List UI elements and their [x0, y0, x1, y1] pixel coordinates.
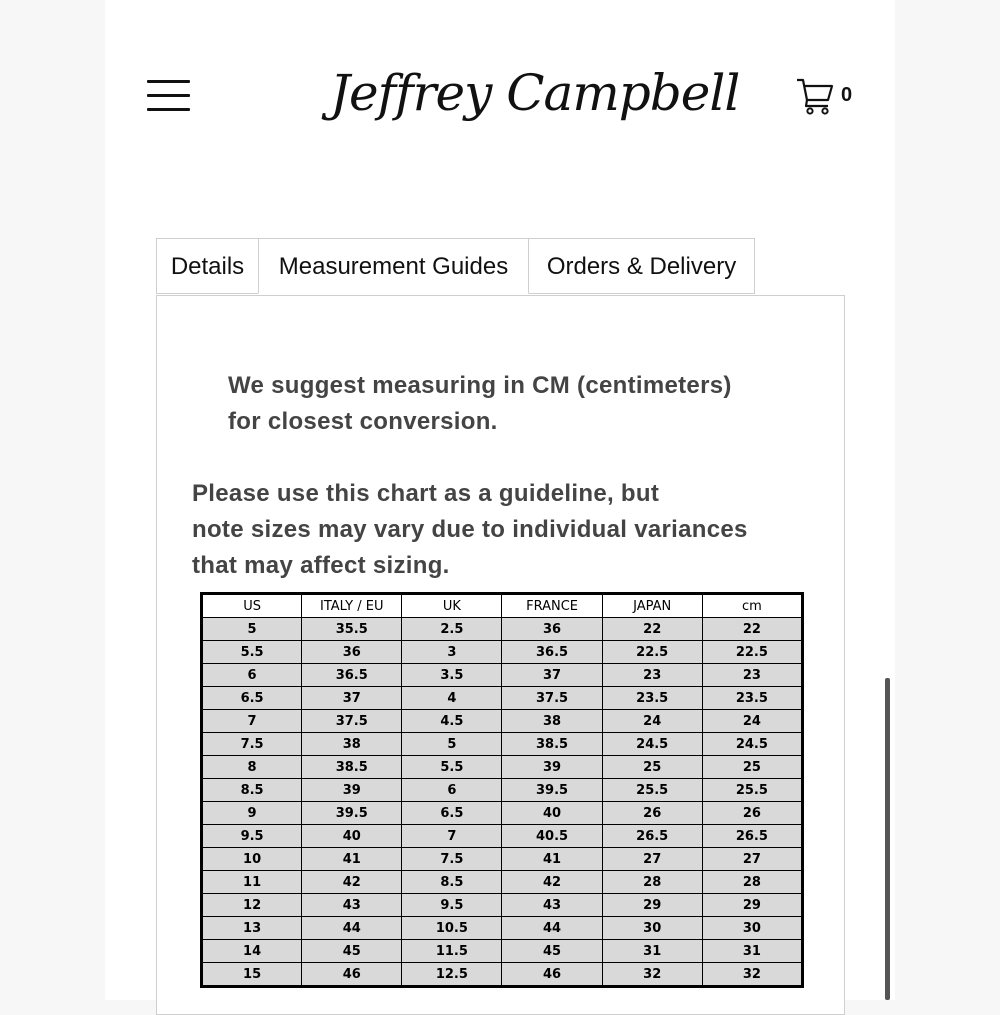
table-cell: 5: [402, 733, 502, 756]
table-cell: 23.5: [602, 687, 702, 710]
table-cell: 23: [702, 664, 802, 687]
cart-button[interactable]: [795, 76, 865, 116]
chart-disclaimer-line: Please use this chart as a guideline, but: [192, 480, 660, 507]
table-cell: 7: [202, 710, 302, 733]
table-cell: 25.5: [702, 779, 802, 802]
column-header-italy-eu: ITALY / EU: [302, 594, 402, 618]
table-cell: 14: [202, 940, 302, 963]
table-cell: 39.5: [502, 779, 602, 802]
measuring-suggestion-line: for closest conversion.: [228, 408, 498, 435]
table-row: [202, 848, 803, 871]
table-cell: 39: [302, 779, 402, 802]
chart-disclaimer-line: that may affect sizing.: [192, 552, 450, 579]
table-cell: 22.5: [702, 641, 802, 664]
table-cell: 9: [202, 802, 302, 825]
table-cell: 25: [702, 756, 802, 779]
table-cell: 44: [302, 917, 402, 940]
table-cell: 24.5: [602, 733, 702, 756]
scrollbar-thumb[interactable]: [885, 678, 890, 1000]
cart-count: 0: [841, 84, 853, 106]
table-cell: 28: [702, 871, 802, 894]
table-cell: 3.5: [402, 664, 502, 687]
table-cell: 37.5: [302, 710, 402, 733]
table-cell: 38: [502, 710, 602, 733]
table-cell: 12: [202, 894, 302, 917]
table-cell: 35.5: [302, 618, 402, 641]
table-cell: 10.5: [402, 917, 502, 940]
table-cell: 8: [202, 756, 302, 779]
table-cell: 9.5: [402, 894, 502, 917]
table-cell: 44: [502, 917, 602, 940]
table-cell: 37: [302, 687, 402, 710]
tab-orders-delivery[interactable]: Orders & Delivery: [528, 238, 755, 294]
table-cell: 7.5: [202, 733, 302, 756]
table-cell: 37.5: [502, 687, 602, 710]
table-cell: 41: [502, 848, 602, 871]
table-cell: 10: [202, 848, 302, 871]
table-cell: 24: [602, 710, 702, 733]
table-cell: 23.5: [702, 687, 802, 710]
table-cell: 36: [302, 641, 402, 664]
table-cell: 26: [702, 802, 802, 825]
table-cell: 11.5: [402, 940, 502, 963]
table-cell: 5.5: [202, 641, 302, 664]
tab-details[interactable]: Details: [156, 238, 259, 294]
table-cell: 32: [702, 963, 802, 987]
size-chart-table: [200, 592, 804, 988]
table-cell: 31: [602, 940, 702, 963]
measuring-suggestion-line: We suggest measuring in CM (centimeters): [228, 372, 732, 399]
table-row: [202, 940, 803, 963]
table-cell: 37: [502, 664, 602, 687]
table-cell: 40: [302, 825, 402, 848]
table-cell: 8.5: [202, 779, 302, 802]
table-cell: 24: [702, 710, 802, 733]
table-row: [202, 825, 803, 848]
chart-disclaimer-line: note sizes may vary due to individual variances: [192, 516, 748, 543]
column-header-france: FRANCE: [502, 594, 602, 618]
table-row: [202, 641, 803, 664]
table-cell: 6.5: [402, 802, 502, 825]
table-cell: 4: [402, 687, 502, 710]
table-cell: 11: [202, 871, 302, 894]
table-cell: 7.5: [402, 848, 502, 871]
column-header-japan: JAPAN: [602, 594, 702, 618]
table-cell: 38.5: [302, 756, 402, 779]
table-row: [202, 871, 803, 894]
table-cell: 43: [302, 894, 402, 917]
table-cell: 45: [502, 940, 602, 963]
table-cell: 30: [702, 917, 802, 940]
measuring-suggestion: [228, 368, 788, 440]
table-cell: 25: [602, 756, 702, 779]
table-cell: 30: [602, 917, 702, 940]
table-cell: 38.5: [502, 733, 602, 756]
table-cell: 36.5: [302, 664, 402, 687]
table-cell: 23: [602, 664, 702, 687]
hamburger-menu-icon[interactable]: [147, 80, 191, 112]
table-cell: 32: [602, 963, 702, 987]
table-row: [202, 687, 803, 710]
table-cell: 24.5: [702, 733, 802, 756]
table-cell: 7: [402, 825, 502, 848]
table-cell: 4.5: [402, 710, 502, 733]
table-cell: 5: [202, 618, 302, 641]
table-cell: 6: [402, 779, 502, 802]
table-cell: 22: [702, 618, 802, 641]
table-cell: 36: [502, 618, 602, 641]
table-row: [202, 710, 803, 733]
table-cell: 25.5: [602, 779, 702, 802]
table-cell: 6: [202, 664, 302, 687]
table-cell: 40.5: [502, 825, 602, 848]
table-cell: 8.5: [402, 871, 502, 894]
size-chart-header-row: [202, 594, 803, 618]
table-cell: 40: [502, 802, 602, 825]
chart-disclaimer: [192, 476, 812, 584]
table-row: [202, 779, 803, 802]
table-cell: 39.5: [302, 802, 402, 825]
table-cell: 42: [502, 871, 602, 894]
column-header-us: US: [202, 594, 302, 618]
table-cell: 22.5: [602, 641, 702, 664]
table-cell: 41: [302, 848, 402, 871]
table-row: [202, 963, 803, 987]
table-cell: 5.5: [402, 756, 502, 779]
column-header-cm: cm: [702, 594, 802, 618]
table-cell: 26.5: [702, 825, 802, 848]
table-row: [202, 664, 803, 687]
table-cell: 6.5: [202, 687, 302, 710]
table-cell: 29: [702, 894, 802, 917]
table-row: [202, 802, 803, 825]
table-cell: 2.5: [402, 618, 502, 641]
table-cell: 36.5: [502, 641, 602, 664]
cart-icon: [795, 76, 835, 116]
table-row: [202, 917, 803, 940]
table-row: [202, 756, 803, 779]
table-cell: 27: [702, 848, 802, 871]
table-cell: 45: [302, 940, 402, 963]
table-cell: 3: [402, 641, 502, 664]
table-cell: 26: [602, 802, 702, 825]
tab-measurement-guides[interactable]: Measurement Guides: [258, 238, 529, 294]
table-cell: 38: [302, 733, 402, 756]
table-cell: 27: [602, 848, 702, 871]
table-row: [202, 894, 803, 917]
table-cell: 12.5: [402, 963, 502, 987]
table-cell: 13: [202, 917, 302, 940]
table-cell: 15: [202, 963, 302, 987]
table-cell: 46: [302, 963, 402, 987]
table-cell: 46: [502, 963, 602, 987]
table-cell: 39: [502, 756, 602, 779]
table-row: [202, 733, 803, 756]
column-header-uk: UK: [402, 594, 502, 618]
table-cell: 43: [502, 894, 602, 917]
brand-logo[interactable]: Jeffrey Campbell: [330, 64, 740, 122]
table-cell: 28: [602, 871, 702, 894]
table-cell: 22: [602, 618, 702, 641]
table-cell: 9.5: [202, 825, 302, 848]
table-cell: 29: [602, 894, 702, 917]
table-row: [202, 618, 803, 641]
table-cell: 26.5: [602, 825, 702, 848]
size-chart-body: [202, 618, 803, 987]
table-cell: 31: [702, 940, 802, 963]
table-cell: 42: [302, 871, 402, 894]
